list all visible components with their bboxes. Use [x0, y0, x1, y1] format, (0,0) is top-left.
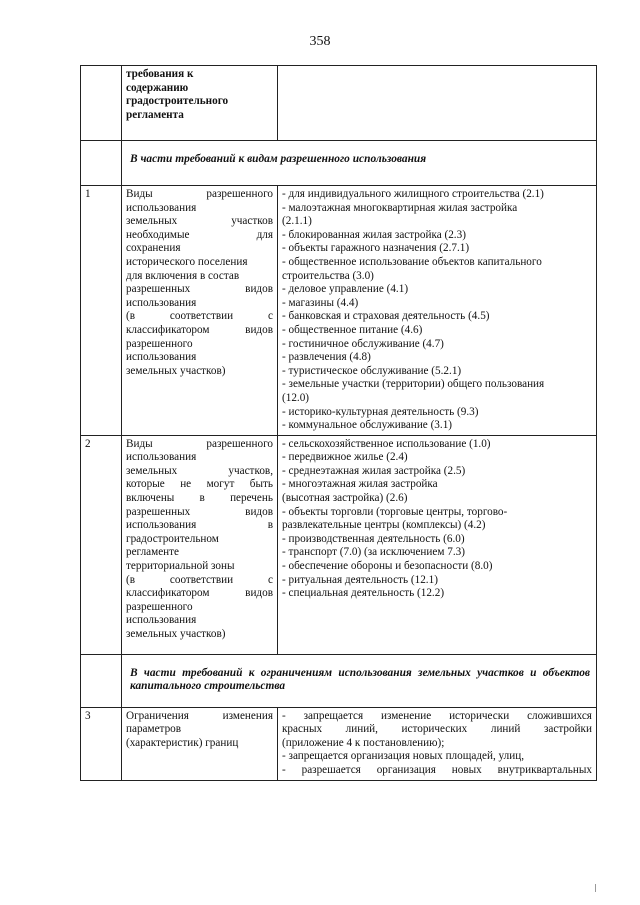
- cell-word: видов: [245, 283, 273, 296]
- cell-text-line: [126, 478, 273, 492]
- section1-title: В части требований к видам разрешенного использования: [122, 141, 597, 186]
- value-line: развлекательные центры (комплексы) (4.2): [282, 519, 486, 532]
- cell-word: не: [180, 478, 192, 491]
- cell-word: участков,: [228, 464, 273, 477]
- cell-word: запрещается: [303, 709, 364, 722]
- cell-word: -: [282, 709, 286, 722]
- value-line: - туристическое обслуживание (5.2.1): [282, 364, 462, 377]
- cell-text-line: [126, 587, 273, 601]
- row2-num: 2: [81, 435, 122, 654]
- cell-word: сложившихся: [527, 709, 592, 722]
- cell-word: использования: [126, 351, 197, 364]
- cell-text-line: [126, 451, 273, 465]
- cell-word: в: [199, 492, 205, 505]
- cell-word: необходимые: [126, 228, 190, 241]
- value-line: - объекты гаражного назначения (2.7.1): [282, 242, 470, 255]
- page-number: 358: [309, 34, 331, 49]
- value-line: - специальная деятельность (12.2): [282, 587, 445, 600]
- section2-row: [81, 654, 597, 707]
- cell-word: видов: [245, 587, 273, 600]
- cell-word: участков: [231, 215, 273, 228]
- header-name-line: содержанию: [126, 81, 189, 94]
- cell-word: разрешенных: [126, 283, 191, 296]
- cell-word: внутриквартальных: [497, 764, 592, 777]
- header-num-cell: [81, 66, 122, 141]
- cell-text-line: [126, 614, 273, 628]
- regulation-table: [80, 65, 597, 781]
- scan-mark: [595, 884, 596, 892]
- row2-values-cell: [278, 435, 597, 654]
- cell-word: (в: [126, 573, 136, 586]
- value-line: - ритуальная деятельность (12.1): [282, 573, 438, 586]
- cell-text-line: [282, 710, 592, 724]
- cell-word: (приложение 4 к постановлению);: [282, 736, 445, 749]
- cell-word: разрешается: [301, 764, 361, 777]
- cell-text-line: [126, 601, 273, 615]
- cell-word: Виды: [126, 437, 153, 450]
- section2-num-cell: [81, 654, 122, 707]
- cell-word: разрешенных: [126, 505, 191, 518]
- cell-word: классификатором: [126, 587, 210, 600]
- cell-word: с: [268, 310, 273, 323]
- value-line: - земельные участки (территории) общего пользования: [282, 378, 545, 391]
- cell-text-line: [126, 338, 273, 352]
- row1-num: 1: [81, 186, 122, 436]
- cell-text-line: [126, 310, 273, 324]
- cell-word: земельных: [126, 215, 178, 228]
- cell-word: земельных участков): [126, 364, 226, 377]
- cell-word: организация: [376, 764, 436, 777]
- cell-text-line: [126, 242, 273, 256]
- cell-word: использования: [126, 451, 197, 464]
- cell-text-line: [126, 202, 273, 216]
- value-line: - среднеэтажная жилая застройка (2.5): [282, 464, 466, 477]
- value-line: - объекты торговли (торговые центры, торгово-: [282, 505, 508, 518]
- cell-word: в: [267, 519, 273, 532]
- row1-name-cell: [122, 186, 278, 436]
- cell-word: видов: [245, 323, 273, 336]
- cell-word: застройки: [543, 723, 592, 736]
- value-line: - передвижное жилье (2.4): [282, 451, 408, 464]
- value-line: (высотная застройка) (2.6): [282, 492, 408, 505]
- section1-row: [81, 141, 597, 186]
- value-line: строительства (3.0): [282, 269, 374, 282]
- cell-text-line: [282, 764, 592, 778]
- cell-word: разрешенного: [206, 188, 273, 200]
- cell-word: использования: [126, 296, 197, 309]
- value-line: - банковская и страховая деятельность (4.5): [282, 310, 490, 323]
- cell-word: Ограничения: [126, 709, 189, 722]
- cell-word: градостроительном: [126, 532, 219, 545]
- value-line: - историко-культурная деятельность (9.3): [282, 405, 479, 418]
- cell-word: земельных участков): [126, 628, 226, 640]
- value-line: - гостиничное обслуживание (4.7): [282, 337, 444, 350]
- cell-text-line: [126, 270, 273, 284]
- cell-word: красных: [282, 723, 323, 736]
- cell-text-line: [126, 723, 273, 737]
- cell-text-line: [126, 438, 273, 452]
- cell-word: линий,: [345, 723, 378, 736]
- cell-text-line: [126, 560, 273, 574]
- header-name-line: регламента: [126, 108, 184, 121]
- header-name-cell: [122, 66, 278, 141]
- value-line: - транспорт (7.0) (за исключением 7.3): [282, 546, 465, 559]
- row3-values-cell: [278, 707, 597, 780]
- header-value-cell: [278, 66, 597, 141]
- value-line: - сельскохозяйственное использование (1.0): [282, 437, 491, 450]
- cell-word: исторического поселения: [126, 255, 248, 268]
- cell-word: исторически: [449, 709, 510, 722]
- cell-text-line: [126, 297, 273, 311]
- cell-word: перечень: [230, 492, 273, 505]
- table-row: [81, 435, 597, 654]
- cell-word: земельных: [126, 464, 178, 477]
- cell-text-line: [126, 324, 273, 338]
- cell-text-line: [126, 465, 273, 479]
- value-line: - развлечения (4.8): [282, 351, 371, 364]
- value-line: - магазины (4.4): [282, 296, 359, 309]
- cell-word: для: [256, 228, 273, 241]
- cell-text-line: [126, 256, 273, 270]
- table-row: [81, 186, 597, 436]
- cell-word: разрешенного: [206, 437, 273, 450]
- cell-word: видов: [245, 505, 273, 518]
- section1-num-cell: [81, 141, 122, 186]
- cell-text-line: [126, 506, 273, 520]
- cell-text-line: [126, 574, 273, 588]
- cell-word: использования: [126, 201, 197, 214]
- value-line: - блокированная жилая застройка (2.3): [282, 228, 466, 241]
- value-line: - коммунальное обслуживание (3.1): [282, 419, 453, 432]
- value-line: - деловое управление (4.1): [282, 283, 409, 296]
- cell-word: классификатором: [126, 323, 210, 336]
- cell-word: разрешенного: [126, 337, 193, 350]
- cell-word: соответствии: [169, 573, 234, 586]
- value-line: - производственная деятельность (6.0): [282, 532, 465, 545]
- cell-text-line: [126, 533, 273, 547]
- cell-text-line: [126, 737, 273, 751]
- cell-word: соответствии: [169, 310, 234, 323]
- value-line: - общественное использование объектов капитального: [282, 255, 542, 268]
- cell-text-line: [126, 492, 273, 506]
- cell-text-line: [126, 628, 273, 642]
- cell-word: могут: [206, 478, 235, 491]
- value-line: (2.1.1): [282, 215, 312, 228]
- cell-text-line: [282, 750, 592, 764]
- cell-word: регламенте: [126, 546, 180, 559]
- value-line: (12.0): [282, 391, 310, 404]
- cell-word: использования: [126, 519, 197, 532]
- cell-word: новых: [451, 764, 482, 777]
- cell-word: (характеристик) границ: [126, 736, 239, 749]
- row1-values-cell: [278, 186, 597, 436]
- row3-num: 3: [81, 707, 122, 780]
- value-line: - многоэтажная жилая застройка: [282, 478, 438, 491]
- cell-text-line: [282, 737, 592, 751]
- cell-word: сохранения: [126, 242, 181, 255]
- cell-word: которые: [126, 478, 165, 491]
- cell-word: для включения в состав: [126, 269, 240, 282]
- header-row: [81, 66, 597, 141]
- header-name-line: требования к: [126, 68, 194, 80]
- cell-word: параметров: [126, 723, 182, 736]
- cell-word: включены: [126, 492, 175, 505]
- cell-text-line: [126, 283, 273, 297]
- cell-word: изменение: [380, 709, 432, 722]
- value-line: - обеспечение обороны и безопасности (8.0): [282, 560, 493, 573]
- header-name-line: градостроительного: [126, 95, 229, 108]
- cell-word: (в: [126, 310, 136, 323]
- cell-word: территориальной зоны: [126, 560, 235, 573]
- cell-text-line: [126, 365, 273, 379]
- cell-text-line: [126, 351, 273, 365]
- cell-word: -: [282, 764, 286, 777]
- section2-title: В части требований к ограничениям использования земельных участков и объектов капитального строительства: [122, 654, 597, 707]
- cell-word: изменения: [222, 709, 273, 722]
- cell-word: быть: [249, 478, 273, 491]
- cell-text-line: [126, 215, 273, 229]
- cell-word: исторических: [401, 723, 468, 736]
- value-line: - малоэтажная многоквартирная жилая застройка: [282, 201, 518, 214]
- cell-word: Виды: [126, 188, 153, 200]
- cell-word: разрешенного: [126, 600, 193, 613]
- cell-word: - запрещается организация новых площадей, улиц,: [282, 750, 525, 763]
- cell-word: линий: [490, 723, 521, 736]
- cell-text-line: [126, 710, 273, 724]
- row3-name-cell: [122, 707, 278, 780]
- row2-name-cell: [122, 435, 278, 654]
- cell-text-line: [126, 188, 273, 202]
- cell-word: с: [268, 573, 273, 586]
- cell-text-line: [126, 546, 273, 560]
- value-line: - для индивидуального жилищного строительства (2.1): [282, 188, 544, 200]
- value-line: - общественное питание (4.6): [282, 323, 423, 336]
- table-row: [81, 707, 597, 780]
- cell-text-line: [126, 229, 273, 243]
- cell-text-line: [282, 723, 592, 737]
- cell-word: использования: [126, 614, 197, 627]
- cell-text-line: [126, 519, 273, 533]
